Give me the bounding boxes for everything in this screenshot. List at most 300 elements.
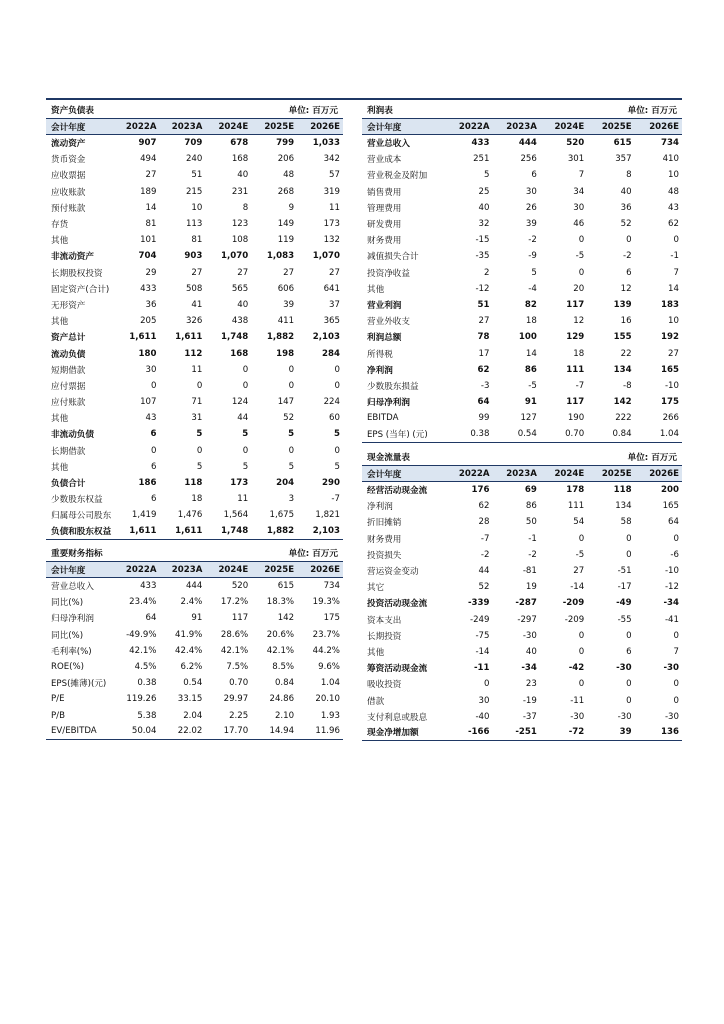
table-row bbox=[362, 394, 682, 410]
row-value: 51 bbox=[477, 299, 490, 310]
table-row bbox=[46, 297, 343, 313]
row-label: 营业利润 bbox=[367, 300, 402, 311]
row-label: 长期投资 bbox=[367, 631, 402, 642]
row-value: 0 bbox=[288, 445, 295, 456]
income-statement-panel bbox=[362, 101, 682, 443]
row-value: 1,033 bbox=[312, 138, 340, 149]
header-year: 2023A bbox=[171, 121, 203, 132]
row-value: -15 bbox=[475, 235, 490, 246]
table-row bbox=[46, 691, 343, 707]
row-label: 其他 bbox=[51, 317, 69, 328]
table-row bbox=[46, 708, 343, 724]
balance-sheet-column-header bbox=[46, 118, 343, 135]
row-label: 营业总收入 bbox=[51, 582, 94, 593]
table-row bbox=[362, 265, 682, 281]
row-value: 62 bbox=[478, 501, 490, 512]
header-year: 2023A bbox=[506, 468, 537, 479]
row-value: 734 bbox=[661, 138, 679, 149]
table-row bbox=[46, 426, 343, 442]
row-label: 归母净利润 bbox=[51, 614, 94, 625]
row-value: 60 bbox=[329, 413, 340, 424]
row-value: 198 bbox=[276, 348, 295, 359]
key-ratios-title: 重要财务指标 bbox=[51, 549, 103, 559]
row-value: 117 bbox=[231, 613, 249, 624]
row-value: 0 bbox=[626, 695, 632, 706]
row-value: 142 bbox=[613, 397, 632, 408]
row-value: 168 bbox=[230, 348, 249, 359]
row-value: 0 bbox=[151, 445, 157, 456]
row-label: 管理费用 bbox=[367, 203, 402, 214]
table-row bbox=[46, 594, 343, 610]
row-value: 175 bbox=[661, 397, 679, 408]
table-row bbox=[46, 443, 343, 459]
table-row bbox=[46, 313, 343, 329]
row-value: 365 bbox=[323, 316, 340, 327]
row-value: 44 bbox=[478, 566, 490, 577]
row-label: 支付利息或股息 bbox=[367, 712, 428, 723]
row-value: 69 bbox=[524, 485, 537, 496]
row-label: 营业外收支 bbox=[367, 317, 410, 328]
row-value: 222 bbox=[615, 413, 632, 424]
row-value: 30 bbox=[478, 695, 490, 706]
row-value: 14.94 bbox=[269, 726, 295, 737]
header-year: 2025E bbox=[601, 468, 632, 479]
row-value: 22 bbox=[620, 348, 632, 359]
row-label: 少数股东损益 bbox=[367, 381, 419, 392]
row-value: -9 bbox=[528, 251, 537, 262]
row-label: 固定资产(合计) bbox=[51, 284, 110, 295]
row-value: 32 bbox=[478, 219, 490, 230]
key-ratios-column-header bbox=[46, 561, 343, 578]
row-value: 520 bbox=[231, 581, 249, 592]
table-row bbox=[362, 200, 682, 216]
row-value: -75 bbox=[475, 630, 490, 641]
row-label: 资本支出 bbox=[367, 615, 402, 626]
table-row bbox=[362, 498, 682, 514]
row-value: 10 bbox=[668, 316, 679, 327]
row-value: 27 bbox=[478, 316, 490, 327]
row-value: 57 bbox=[329, 170, 340, 181]
header-year: 2026E bbox=[649, 121, 679, 132]
row-value: 0 bbox=[578, 533, 585, 544]
row-value: 64 bbox=[145, 613, 157, 624]
row-value: 18 bbox=[191, 494, 203, 505]
table-row bbox=[46, 507, 343, 523]
table-row bbox=[46, 135, 343, 151]
row-value: 43 bbox=[145, 413, 157, 424]
row-value: 17.2% bbox=[220, 597, 249, 608]
cash-flow-title: 现金流量表 bbox=[367, 453, 410, 463]
table-row bbox=[362, 660, 682, 676]
table-row bbox=[46, 394, 343, 410]
row-value: 14 bbox=[668, 283, 679, 294]
row-value: 1,611 bbox=[129, 526, 157, 537]
row-value: -5 bbox=[575, 251, 585, 262]
row-value: 41.9% bbox=[175, 629, 203, 640]
row-value: -14 bbox=[475, 646, 490, 657]
row-label: 应付账款 bbox=[51, 398, 86, 409]
row-value: -41 bbox=[664, 614, 679, 625]
table-row bbox=[362, 232, 682, 248]
row-value: 40 bbox=[525, 646, 537, 657]
row-value: 101 bbox=[140, 235, 157, 246]
row-value: -14 bbox=[570, 582, 585, 593]
row-value: 30 bbox=[525, 186, 537, 197]
table-row bbox=[46, 491, 343, 507]
row-value: -30 bbox=[616, 663, 632, 674]
row-value: -166 bbox=[467, 727, 490, 738]
table-row bbox=[46, 459, 343, 475]
row-value: -30 bbox=[522, 630, 537, 641]
row-value: 118 bbox=[184, 478, 203, 489]
row-label: EBITDA bbox=[367, 413, 399, 424]
row-label: 投资损失 bbox=[367, 550, 402, 561]
table-row bbox=[46, 659, 343, 675]
row-value: 0 bbox=[242, 380, 249, 391]
table-row bbox=[362, 547, 682, 563]
table-row bbox=[362, 531, 682, 547]
row-value: 284 bbox=[322, 348, 340, 359]
row-value: -209 bbox=[564, 614, 585, 625]
row-value: 1.93 bbox=[320, 710, 340, 721]
row-label: 长期股权投资 bbox=[51, 268, 103, 279]
row-value: 175 bbox=[323, 613, 340, 624]
row-value: 107 bbox=[140, 397, 157, 408]
row-value: -7 bbox=[575, 380, 585, 391]
row-label: 预付账款 bbox=[51, 203, 86, 214]
row-value: 9 bbox=[288, 202, 295, 213]
row-value: 0.70 bbox=[229, 678, 249, 689]
row-value: 1.04 bbox=[320, 678, 340, 689]
row-value: 27 bbox=[329, 267, 340, 278]
row-value: -81 bbox=[522, 566, 537, 577]
row-value: 129 bbox=[566, 332, 585, 343]
income-statement-unit: 单位: 百万元 bbox=[627, 106, 677, 116]
row-value: -249 bbox=[469, 614, 490, 625]
row-value: 119 bbox=[277, 235, 295, 246]
table-row bbox=[46, 216, 343, 232]
row-value: 82 bbox=[524, 299, 537, 310]
table-row bbox=[362, 248, 682, 264]
row-value: 1,748 bbox=[221, 332, 249, 343]
row-label: 非流动资产 bbox=[51, 252, 94, 263]
row-value: 5.38 bbox=[137, 710, 157, 721]
row-label: 营运资金变动 bbox=[367, 567, 419, 578]
header-year: 2024E bbox=[554, 468, 585, 479]
row-value: 268 bbox=[277, 186, 295, 197]
row-value: 41 bbox=[191, 299, 203, 310]
row-value: 0 bbox=[288, 380, 295, 391]
row-value: 6 bbox=[626, 646, 632, 657]
row-label: 同比(%) bbox=[51, 598, 84, 609]
row-label: 归属母公司股东 bbox=[51, 511, 112, 522]
table-row bbox=[362, 644, 682, 660]
table-row bbox=[46, 627, 343, 643]
row-value: 6 bbox=[151, 461, 157, 472]
table-row bbox=[46, 610, 343, 626]
header-year: 2022A bbox=[458, 121, 490, 132]
row-value: 1,611 bbox=[129, 332, 157, 343]
row-label: 所得税 bbox=[367, 349, 393, 360]
row-value: -12 bbox=[664, 582, 679, 593]
header-year: 2025E bbox=[264, 564, 295, 575]
row-value: -11 bbox=[570, 695, 585, 706]
table-row bbox=[46, 329, 343, 345]
row-value: 14 bbox=[525, 348, 537, 359]
row-value: -1 bbox=[670, 251, 679, 262]
row-label: 货币资金 bbox=[51, 155, 86, 166]
row-value: 5 bbox=[288, 429, 295, 440]
row-value: 86 bbox=[524, 364, 537, 375]
row-value: 206 bbox=[277, 154, 295, 165]
row-value: 136 bbox=[661, 727, 679, 738]
row-value: -7 bbox=[480, 533, 490, 544]
table-row bbox=[46, 151, 343, 167]
row-value: 0 bbox=[334, 445, 340, 456]
row-value: 186 bbox=[138, 478, 157, 489]
row-value: 433 bbox=[140, 283, 157, 294]
row-value: -34 bbox=[663, 598, 679, 609]
row-value: 17 bbox=[478, 348, 490, 359]
balance-sheet-title: 资产负债表 bbox=[51, 106, 94, 116]
row-value: 46 bbox=[573, 219, 585, 230]
row-value: 6 bbox=[151, 494, 157, 505]
row-label: 无形资产 bbox=[51, 300, 86, 311]
row-value: 215 bbox=[185, 186, 203, 197]
row-value: 240 bbox=[185, 154, 203, 165]
row-label: 净利润 bbox=[367, 502, 393, 513]
row-value: 81 bbox=[145, 219, 157, 230]
row-value: 25 bbox=[478, 186, 490, 197]
row-value: -37 bbox=[522, 711, 537, 722]
table-row bbox=[46, 232, 343, 248]
row-value: 19.3% bbox=[312, 597, 340, 608]
row-value: -30 bbox=[570, 711, 585, 722]
row-value: 189 bbox=[140, 186, 157, 197]
row-value: 20 bbox=[573, 283, 585, 294]
table-row bbox=[362, 709, 682, 725]
row-value: 1,419 bbox=[131, 510, 157, 521]
row-label: EPS(摊薄)(元) bbox=[51, 679, 107, 690]
row-value: 0 bbox=[334, 364, 340, 375]
row-value: 91 bbox=[191, 613, 203, 624]
table-row bbox=[362, 135, 682, 151]
row-value: 111 bbox=[567, 501, 585, 512]
row-value: 266 bbox=[662, 413, 679, 424]
row-value: 18.3% bbox=[266, 597, 295, 608]
table-row bbox=[362, 612, 682, 628]
row-value: -339 bbox=[467, 598, 490, 609]
row-value: 0.38 bbox=[137, 678, 157, 689]
row-value: -5 bbox=[528, 380, 537, 391]
row-value: 7 bbox=[578, 170, 585, 181]
row-value: 5 bbox=[242, 461, 249, 472]
row-value: 903 bbox=[184, 251, 203, 262]
table-row bbox=[46, 200, 343, 216]
row-value: -2 bbox=[528, 235, 537, 246]
row-value: 190 bbox=[567, 413, 585, 424]
row-value: -10 bbox=[664, 566, 679, 577]
row-value: 0 bbox=[673, 630, 679, 641]
row-value: 0 bbox=[578, 679, 585, 690]
row-value: 31 bbox=[191, 413, 203, 424]
row-value: 124 bbox=[231, 397, 249, 408]
row-label: 减值损失合计 bbox=[367, 252, 419, 263]
table-row bbox=[46, 184, 343, 200]
row-value: 39 bbox=[619, 727, 632, 738]
row-label: 投资活动现金流 bbox=[367, 599, 428, 610]
row-label: 筹资活动现金流 bbox=[367, 664, 428, 675]
row-value: 1,882 bbox=[266, 332, 295, 343]
row-value: 19 bbox=[525, 582, 537, 593]
row-value: 111 bbox=[566, 364, 585, 375]
table-row bbox=[362, 281, 682, 297]
header-year: 2022A bbox=[458, 468, 490, 479]
row-value: 5 bbox=[334, 429, 340, 440]
table-row bbox=[362, 563, 682, 579]
row-value: 5 bbox=[484, 170, 490, 181]
row-value: -12 bbox=[475, 283, 490, 294]
row-value: 5 bbox=[288, 461, 295, 472]
row-value: 33.15 bbox=[177, 694, 203, 705]
row-value: 42.1% bbox=[266, 645, 295, 656]
table-row bbox=[46, 248, 343, 264]
row-value: 5 bbox=[242, 429, 249, 440]
row-label: 少数股东权益 bbox=[51, 495, 103, 506]
row-value: 23.4% bbox=[129, 597, 157, 608]
row-value: 18 bbox=[525, 316, 537, 327]
key-ratios-unit: 单位: 百万元 bbox=[288, 549, 338, 559]
row-value: 2.10 bbox=[274, 710, 295, 721]
row-value: 52 bbox=[620, 219, 632, 230]
row-value: 709 bbox=[184, 138, 203, 149]
row-value: 0 bbox=[673, 235, 679, 246]
row-label: 其他 bbox=[51, 414, 69, 425]
row-value: -30 bbox=[617, 711, 632, 722]
row-value: 71 bbox=[191, 397, 203, 408]
row-value: 0 bbox=[626, 533, 632, 544]
row-value: 42.4% bbox=[175, 645, 203, 656]
row-value: 147 bbox=[277, 397, 295, 408]
row-label: P/B bbox=[51, 710, 65, 721]
row-value: 0.38 bbox=[470, 428, 490, 439]
table-row bbox=[46, 675, 343, 691]
row-label: 流动资产 bbox=[51, 139, 86, 150]
row-value: 42.1% bbox=[129, 645, 157, 656]
row-value: 0.84 bbox=[612, 428, 632, 439]
row-value: 11 bbox=[191, 364, 203, 375]
table-row bbox=[46, 378, 343, 394]
row-value: -49.9% bbox=[126, 629, 157, 640]
row-value: 6 bbox=[626, 267, 632, 278]
row-label: 其他 bbox=[51, 236, 69, 247]
row-value: 37 bbox=[329, 299, 340, 310]
row-value: 36 bbox=[620, 202, 632, 213]
table-row bbox=[46, 643, 343, 659]
row-value: 0.54 bbox=[183, 678, 203, 689]
row-value: 0 bbox=[578, 646, 585, 657]
row-value: 11 bbox=[237, 494, 249, 505]
row-value: 134 bbox=[615, 501, 632, 512]
row-value: 165 bbox=[662, 501, 679, 512]
row-value: 17.70 bbox=[223, 726, 249, 737]
row-value: 1,564 bbox=[223, 510, 249, 521]
row-value: 0 bbox=[151, 380, 157, 391]
row-value: 224 bbox=[323, 397, 340, 408]
row-value: -5 bbox=[575, 549, 585, 560]
row-value: 27 bbox=[237, 267, 249, 278]
row-label: EPS (当年) (元) bbox=[367, 429, 428, 440]
table-row bbox=[46, 724, 343, 740]
row-value: 251 bbox=[473, 154, 490, 165]
header-year: 2023A bbox=[171, 564, 203, 575]
row-value: 1,611 bbox=[175, 332, 203, 343]
row-value: -35 bbox=[475, 251, 490, 262]
row-value: -3 bbox=[480, 380, 490, 391]
row-value: 14 bbox=[145, 202, 157, 213]
row-value: 1,611 bbox=[175, 526, 203, 537]
row-value: 1,748 bbox=[221, 526, 249, 537]
row-value: 29.97 bbox=[223, 694, 249, 705]
row-value: 180 bbox=[138, 348, 157, 359]
row-value: 117 bbox=[566, 299, 585, 310]
table-row bbox=[362, 628, 682, 644]
table-row bbox=[362, 514, 682, 530]
row-value: -297 bbox=[517, 614, 537, 625]
table-row bbox=[362, 329, 682, 345]
row-value: 81 bbox=[191, 235, 203, 246]
table-row bbox=[362, 184, 682, 200]
row-value: 5 bbox=[196, 429, 203, 440]
row-value: -8 bbox=[623, 380, 632, 391]
row-value: 44.2% bbox=[312, 645, 340, 656]
row-value: 2,103 bbox=[312, 526, 340, 537]
row-value: 28 bbox=[478, 517, 490, 528]
row-value: 173 bbox=[323, 219, 340, 230]
row-label: 吸收投资 bbox=[367, 680, 402, 691]
row-value: 0.84 bbox=[274, 678, 295, 689]
row-value: 176 bbox=[471, 485, 490, 496]
row-value: 0 bbox=[578, 267, 585, 278]
row-value: 168 bbox=[231, 154, 249, 165]
row-value: 139 bbox=[613, 299, 632, 310]
row-value: 6.2% bbox=[180, 662, 203, 673]
row-value: 149 bbox=[277, 219, 295, 230]
row-value: 91 bbox=[524, 397, 537, 408]
row-value: 39 bbox=[525, 219, 537, 230]
income-statement-title: 利润表 bbox=[367, 106, 393, 116]
row-label: 长期借款 bbox=[51, 446, 86, 457]
row-label: 负债和股东权益 bbox=[51, 527, 112, 538]
row-value: 20.10 bbox=[315, 694, 340, 705]
row-label: 财务费用 bbox=[367, 236, 402, 247]
row-value: 0 bbox=[242, 364, 249, 375]
row-value: -2 bbox=[480, 549, 490, 560]
row-label: 同比(%) bbox=[51, 630, 84, 641]
row-label: EV/EBITDA bbox=[51, 726, 97, 737]
row-value: 34 bbox=[573, 186, 585, 197]
row-label: 销售费用 bbox=[367, 187, 402, 198]
row-label: 研发费用 bbox=[367, 220, 402, 231]
row-value: 27 bbox=[191, 267, 203, 278]
row-value: 2 bbox=[484, 267, 490, 278]
row-value: -49 bbox=[616, 598, 632, 609]
table-row bbox=[362, 676, 682, 692]
row-value: 113 bbox=[185, 219, 203, 230]
row-value: 205 bbox=[140, 316, 157, 327]
row-value: -19 bbox=[522, 695, 537, 706]
row-value: 26 bbox=[525, 202, 537, 213]
